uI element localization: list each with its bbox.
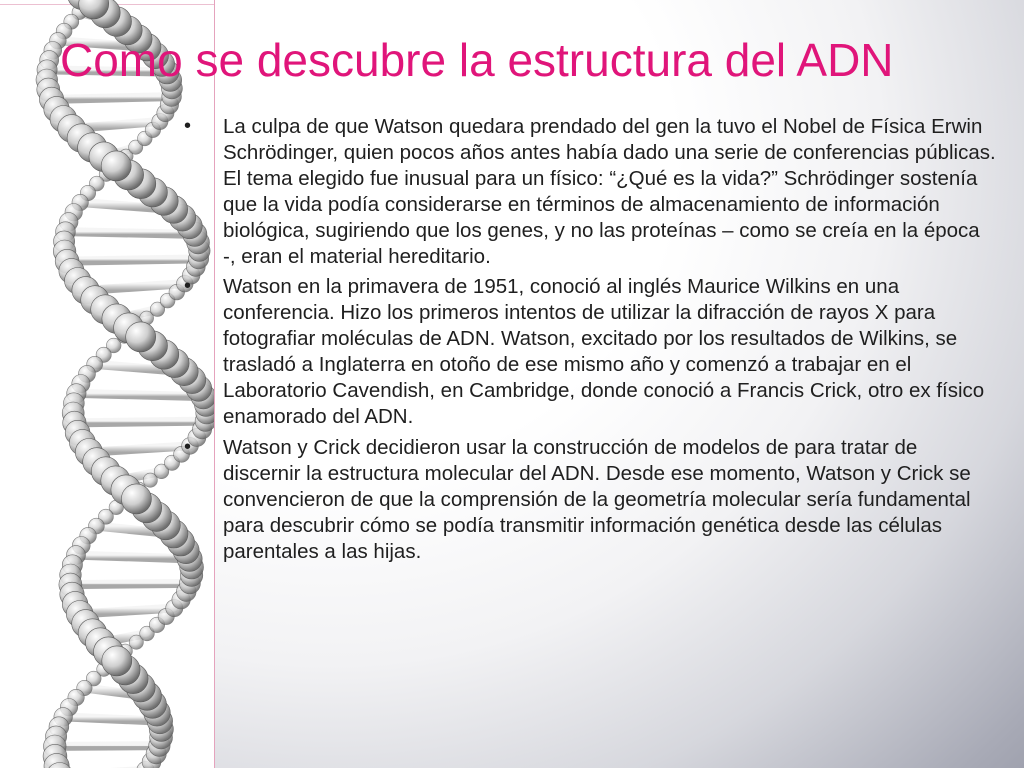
dna-bead (121, 484, 151, 514)
dna-base-pair (55, 746, 160, 747)
dna-base-pair (70, 583, 189, 584)
bullet-list (176, 114, 996, 569)
bullet-text: La culpa de que Watson quedara prendado del gen la tuvo el Nobel de Física Erwin Schrödinger, quien pocos años antes había dado una serie de conferencias públicas. El tema elegido fue inusual para un físico: “¿Qué es la vida?” Schrödinger sostenía que la vida podía considerarse en términos de almacenamiento de información biológica, sugiriendo que los genes, y no las proteínas – como se creía en la época -, eran el material hereditario. (223, 115, 996, 268)
bullet-marker: • (184, 275, 192, 298)
bullet-text: Watson y Crick decidieron usar la construcción de modelos de para tratar de discernir la estructura molecular del ADN. Desde ese momento, Watson y Crick se convencieron de que la comprensión de la geometría molecular sería fundamental para descubrir cómo se podía transmitir información genética desde las células parentales a las hijas. (223, 435, 971, 563)
slide-title: Como se descubre la estructura del ADN (60, 34, 894, 86)
dna-bead (101, 151, 131, 181)
dna-base-pair (52, 97, 172, 100)
dna-base-pair (76, 555, 190, 559)
dna-bead (102, 646, 132, 676)
bullet-text: Watson en la primavera de 1951, conoció al inglés Maurice Wilkins en una conferencia. Hizo los primeros intentos de utilizar la difracción de rayos X para fotografiar moléculas de ADN. Watson, excitado por los resultados de Wilkins, se trasladó a Inglaterra en otoño de ese mismo año y comenzó a trabajar en el Laboratorio Cavendish, en Cambridge, donde conoció a Francis Crick, otro ex físico enamorado del ADN. (223, 275, 985, 428)
bullet-item (176, 274, 996, 429)
dna-bead (126, 322, 156, 352)
bullet-marker: • (184, 115, 192, 137)
bullet-item (176, 114, 996, 269)
bullet-item (176, 435, 996, 565)
bullet-marker: • (184, 435, 192, 458)
